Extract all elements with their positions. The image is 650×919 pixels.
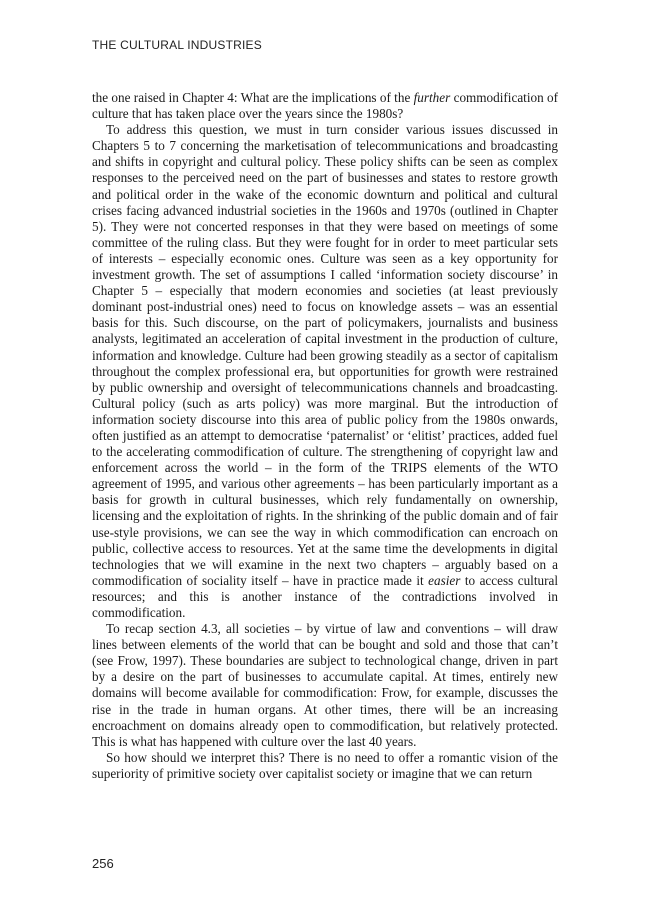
paragraph-2-text-a: To address this question, we must in turn consider various issues discussed in Chapters 5 to 7 concerning the marketisation of telecommunications and broadcasting and shifts in copyright and cultural policy. These policy shifts can be seen as complex responses to the perceived need on the part of businesses and states to restore growth and political order in the wake of the economic downturn and political and cultural crises facing advanced industrial societies in the 1960s and 1970s (outlined in Chapter 5). They were not concerted responses in that they were based on meetings of some committee of the ruling class. But they were fought for in order to meet particular sets of interests – especially economic ones. Culture was seen as a key opportunity for investment growth. The set of assumptions I called ‘information society discourse’ in Chapter 5 – especially that modern economies and societies (at least previously dominant post-industrial ones) need to focus on knowledge assets – was an essential basis for this. Such discourse, on the part of policymakers, journalists and business analysts, legitimated an acceleration of capital investment in the production of culture, information and knowledge. Culture had been growing steadily as a sector of capitalism throughout the complex professional era, but opportunities for growth were restrained by public ownership and oversight of telecommunications channels and broadcasting. Cultural policy (such as arts policy) was more marginal. But the introduction of information society discourse into this area of public policy from the 1980s onwards, often justified as an attempt to democratise ‘paternalist’ or ‘elitist’ practices, added fuel to the accelerating commodification of culture. The strengthening of copyright law and enforcement across the world – in the form of the TRIPS elements of the WTO agreement of 1995, and various other agreements – has been particularly important as a basis for growth in cultural businesses, which rely fundamentally on ownership, licensing and the exploitation of rights. In the shrinking of the public domain and of fair use-style provisions, we can see the way in which commodification can encroach on public, collective access to resources. Yet at the same time the developments in digital technologies that we will examine in the next two chapters – arguably based on a commodification of sociality itself – have in practice made it bbox=[92, 122, 558, 588]
page-number: 256 bbox=[92, 856, 114, 871]
running-header: THE CULTURAL INDUSTRIES bbox=[92, 38, 262, 52]
paragraph-2 bbox=[92, 122, 558, 621]
body-text bbox=[92, 90, 558, 782]
paragraph-3-text: To recap section 4.3, all societies – by virtue of law and conventions – will draw lines between elements of the world that can be bought and sold and those that can’t (see Frow, 1997). These boundaries are subject to technological change, driven in part by a desire on the part of businesses to accumulate capital. At times, entirely new domains will become available for commodification: Frow, for example, discusses the rise in the trade in human organs. At other times, there will be an increasing encroachment on domains already open to commodification, but relatively protected. This is what has happened with culture over the last 40 years. bbox=[92, 621, 558, 749]
paragraph-4-text: So how should we interpret this? There is no need to offer a romantic vision of the superiority of primitive society over capitalist society or imagine that we can return bbox=[92, 749, 558, 781]
paragraph-2-text-b: to access cultural resources; and this is another instance of the contradictions involved in commodification. bbox=[92, 572, 559, 620]
paragraph-1-emphasis: further bbox=[413, 90, 451, 105]
paragraph-2-emphasis: easier bbox=[428, 572, 461, 588]
paragraph-3 bbox=[92, 621, 558, 750]
paragraph-1-text-a: the one raised in Chapter 4: What are the implications of the bbox=[92, 90, 414, 105]
paragraph-1 bbox=[92, 90, 558, 122]
paragraph-1-text-b: commodification of culture that has taken place over the years since the 1980s? bbox=[92, 90, 558, 122]
paragraph-4 bbox=[92, 750, 558, 782]
